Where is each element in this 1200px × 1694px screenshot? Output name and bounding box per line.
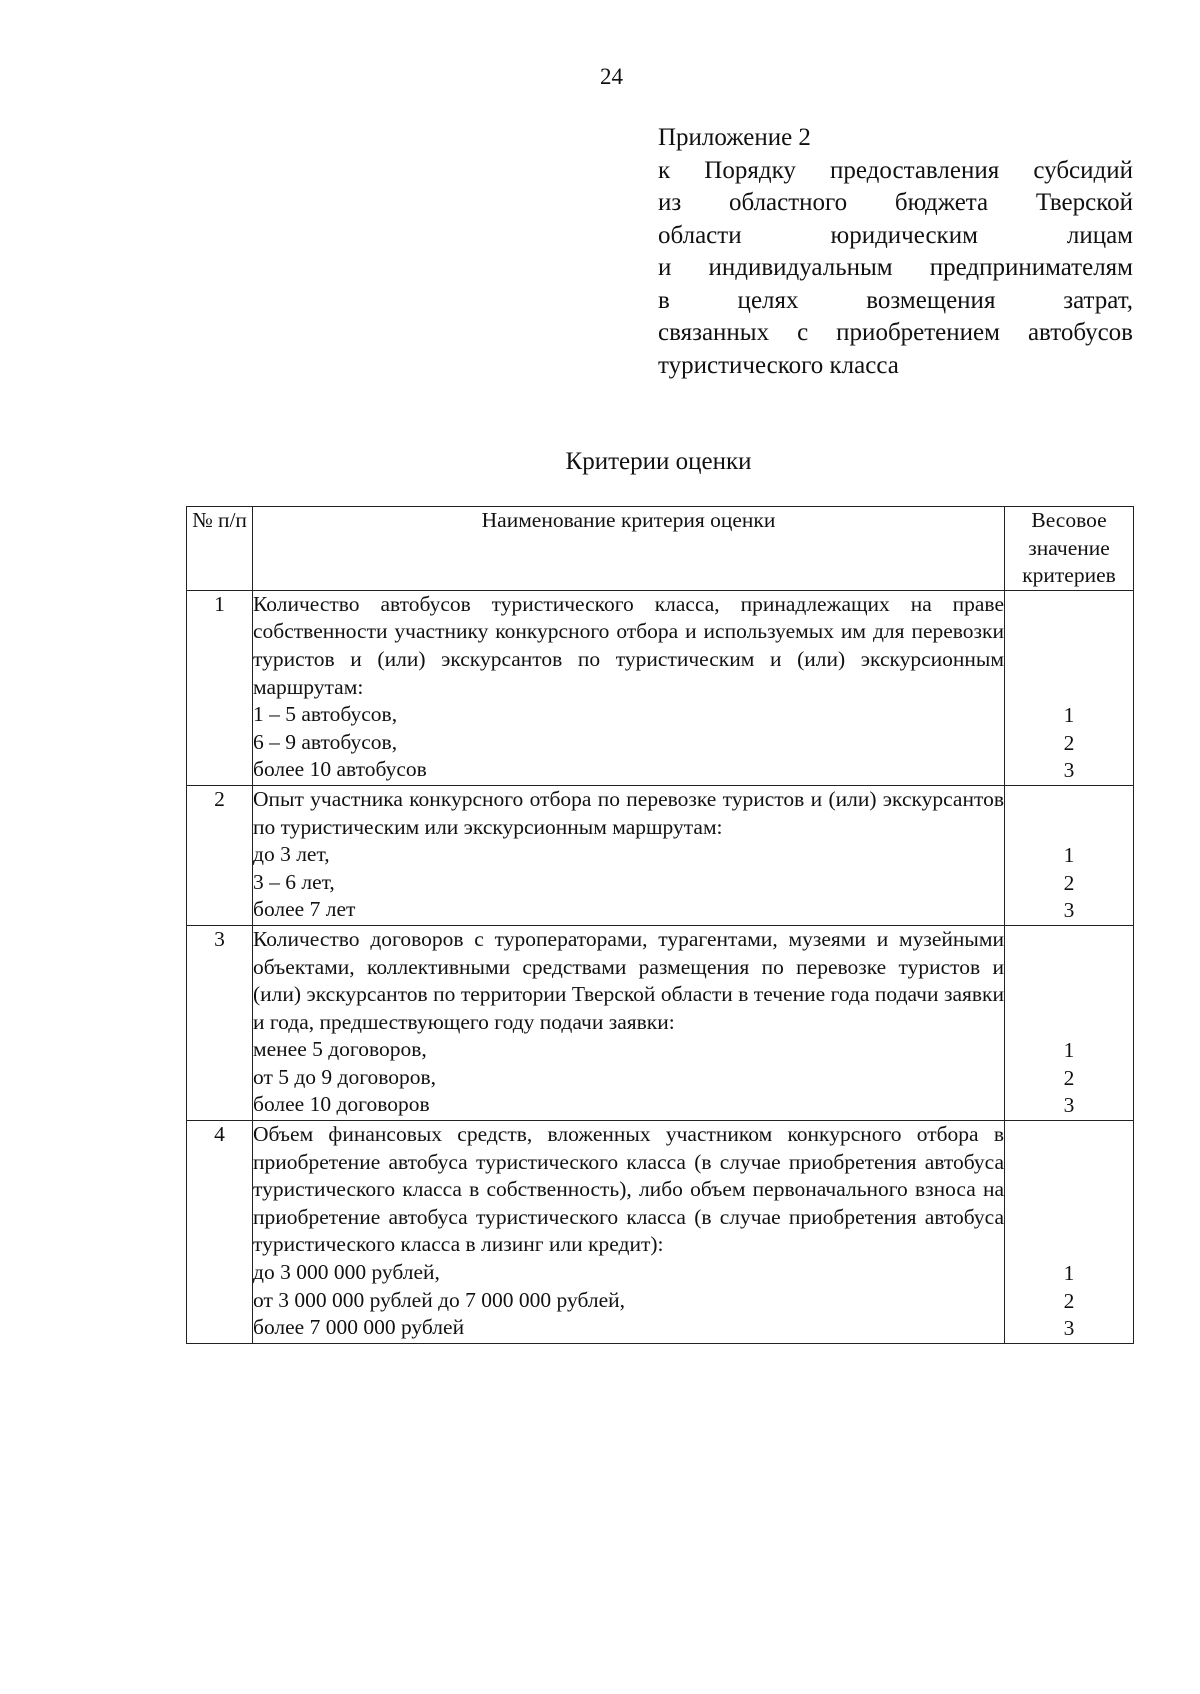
weight-value: 1 xyxy=(1063,843,1075,868)
weight-value: 2 xyxy=(1063,870,1075,895)
row-number: 2 xyxy=(187,785,253,925)
weight-cell xyxy=(1005,590,1134,785)
criterion-option: 3 – 6 лет, xyxy=(253,869,335,894)
weight-value: 3 xyxy=(1063,1316,1075,1341)
table-row xyxy=(187,785,1134,925)
criterion-option: более 7 лет xyxy=(253,897,356,922)
header-weight: Весовое значение критериев xyxy=(1005,507,1134,591)
appendix-line: и индивидуальным предпринимателям xyxy=(658,254,1133,281)
criteria-table xyxy=(186,506,1134,1344)
appendix-line: к Порядку предоставления субсидий xyxy=(658,156,1133,184)
document-title: Критерии оценки xyxy=(565,448,752,475)
page-number: 24 xyxy=(600,64,623,89)
criterion-option: до 3 000 000 рублей, xyxy=(253,1260,440,1285)
appendix-block xyxy=(658,122,1133,382)
header-criterion-name: Наименование критерия оценки xyxy=(253,507,1005,591)
weight-cell xyxy=(1005,785,1134,925)
weight-value: 1 xyxy=(1063,1038,1075,1063)
table-row xyxy=(187,1121,1134,1344)
criterion-description: Количество автобусов туристического класса, принадлежащих на праве собственности участнику конкурсного отбора и используемых им для перевозки туристов и (или) экскурсантов по туристическим и (или) экскурсионным маршрутам: xyxy=(253,591,1004,699)
weight-value: 1 xyxy=(1063,703,1075,728)
criterion-cell xyxy=(253,785,1005,925)
weight-value: 1 xyxy=(1063,1261,1075,1286)
criterion-option: от 5 до 9 договоров, xyxy=(253,1064,437,1089)
weight-value: 3 xyxy=(1063,1093,1075,1118)
criterion-option: 6 – 9 автобусов, xyxy=(253,729,398,754)
criterion-cell xyxy=(253,1121,1005,1344)
criterion-option: более 7 000 000 рублей xyxy=(253,1315,465,1340)
header-number: № п/п xyxy=(187,507,253,591)
appendix-line: туристического класса xyxy=(658,351,899,379)
criterion-description: Опыт участника конкурсного отбора по перевозке туристов и (или) экскурсантов по туристическим или экскурсионным маршрутам: xyxy=(253,786,1004,839)
criteria-body xyxy=(187,590,1134,1343)
appendix-line: связанных с приобретением автобусов xyxy=(658,319,1133,346)
row-number: 3 xyxy=(187,925,253,1120)
weight-value: 3 xyxy=(1063,758,1075,783)
appendix-title: Приложение 2 xyxy=(658,124,811,151)
criterion-description: Количество договоров с туроператорами, турагентами, музеями и музейными объектами, коллективными средствами размещения по перевозке туристов и (или) экскурсантов по территории Тверской области в течение года подачи заявки и года, предшествующего году подачи заявки: xyxy=(253,926,1004,1034)
table-row xyxy=(187,925,1134,1120)
appendix-line: в целях возмещения затрат, xyxy=(658,286,1133,314)
weight-value: 2 xyxy=(1063,1065,1075,1090)
weight-value: 2 xyxy=(1063,1288,1075,1313)
criterion-option: до 3 лет, xyxy=(253,842,330,867)
row-number: 4 xyxy=(187,1121,253,1344)
table-row xyxy=(187,590,1134,785)
row-number: 1 xyxy=(187,590,253,785)
weight-cell xyxy=(1005,1121,1134,1344)
appendix-line: из областного бюджета Тверской xyxy=(658,189,1133,216)
criterion-cell xyxy=(253,590,1005,785)
weight-value: 2 xyxy=(1063,730,1075,755)
table-header-row xyxy=(187,507,1134,591)
criterion-option: менее 5 договоров, xyxy=(253,1037,427,1062)
weight-cell xyxy=(1005,925,1134,1120)
criterion-description: Объем финансовых средств, вложенных участником конкурсного отбора в приобретение автобуса туристического класса (в случае приобретения автобуса туристического класса в собственность), либо объем первоначального взноса на приобретение автобуса туристического класса (в случае приобретения автобуса туристического класса в лизинг или кредит): xyxy=(253,1122,1004,1257)
weight-value: 3 xyxy=(1063,898,1075,923)
criterion-option: от 3 000 000 рублей до 7 000 000 рублей, xyxy=(253,1287,626,1312)
criterion-option: более 10 автобусов xyxy=(253,757,427,782)
criterion-option: более 10 договоров xyxy=(253,1092,430,1117)
criterion-cell xyxy=(253,925,1005,1120)
criterion-option: 1 – 5 автобусов, xyxy=(253,702,398,727)
appendix-line: области юридическим лицам xyxy=(658,221,1133,249)
